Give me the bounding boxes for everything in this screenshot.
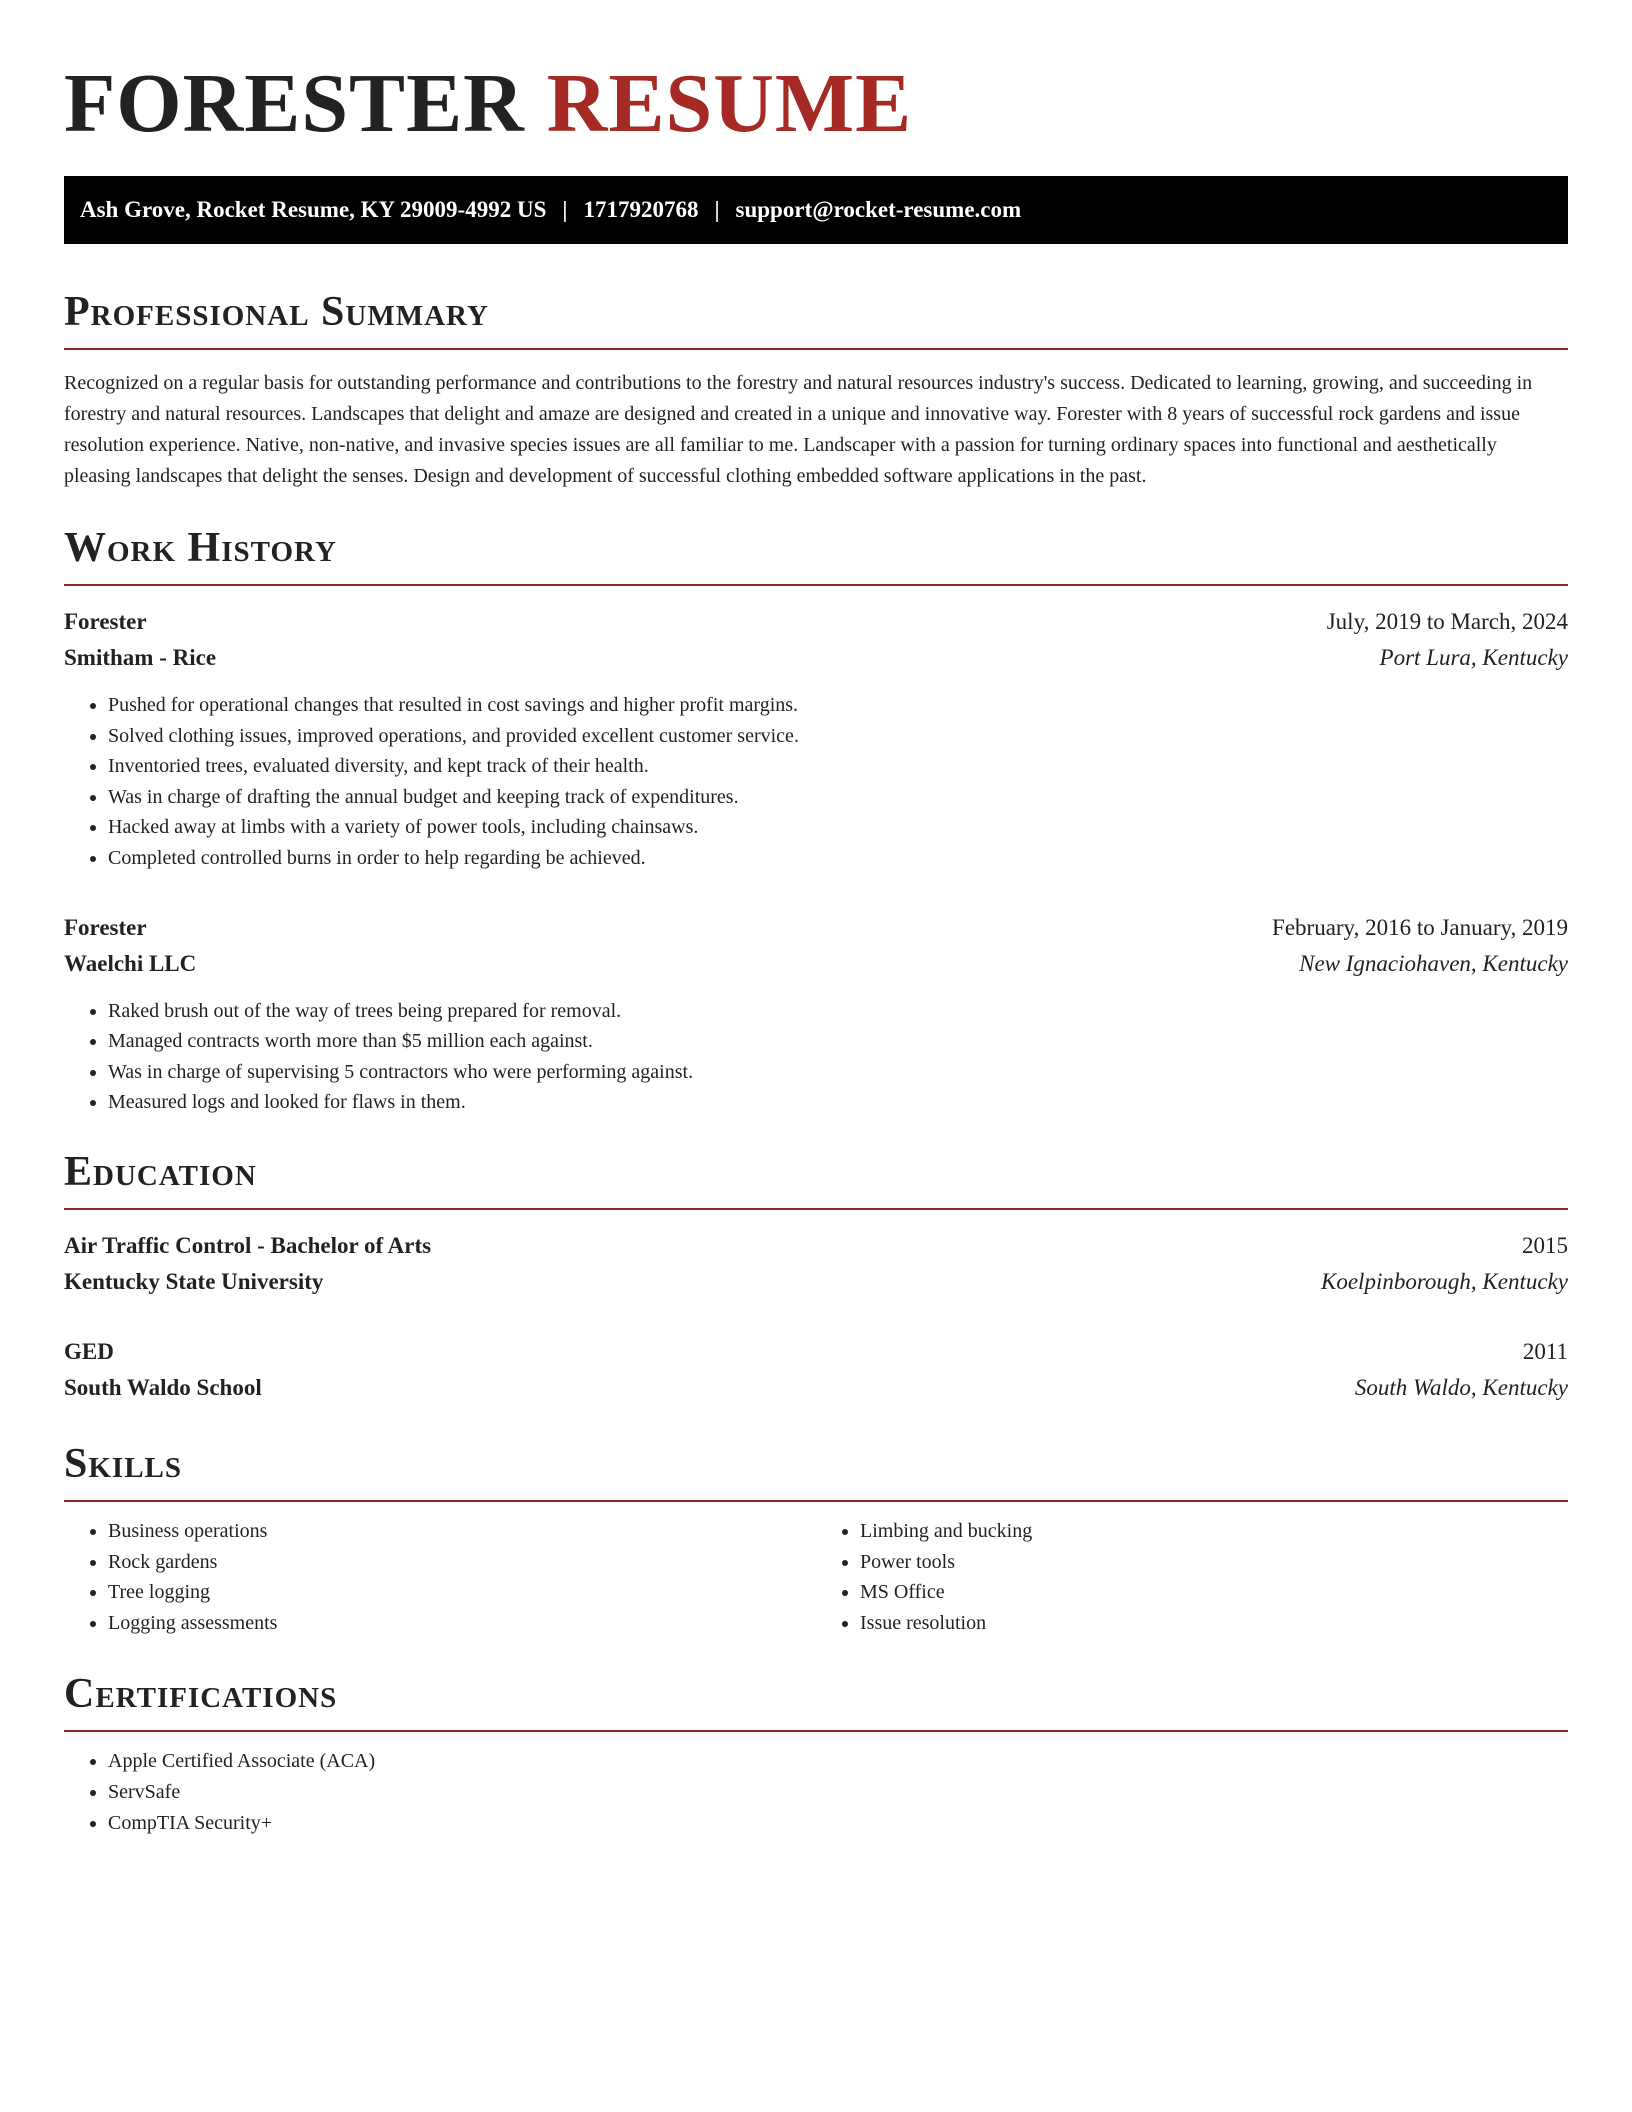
resume-title <box>64 0 1568 152</box>
certifications-section <box>64 1668 1568 1838</box>
job-bullet: • Completed controlled burns in order to help regarding be achieved. <box>108 843 1568 874</box>
job-title-row <box>64 910 1568 946</box>
education-school-row <box>64 1264 1568 1300</box>
skill-item: • MS Office <box>860 1577 1568 1608</box>
contact-email: support@rocket-resume.com <box>735 197 1022 222</box>
section-divider <box>64 1730 1568 1732</box>
resume-page <box>64 0 1568 1838</box>
section-heading-work-history: Work History <box>64 525 337 571</box>
job-bullet: • Solved clothing issues, improved operations, and provided excellent customer service. <box>108 721 1568 752</box>
job-bullet: • Was in charge of drafting the annual budget and keeping track of expenditures. <box>108 782 1568 813</box>
certification-item: • CompTIA Security+ <box>108 1808 1568 1839</box>
skill-item: • Rock gardens <box>108 1547 816 1578</box>
education-year: 2015 <box>1522 1232 1568 1258</box>
education-degree: GED <box>64 1338 114 1364</box>
job-company: Smitham - Rice <box>64 645 217 670</box>
job-location: Port Lura, Kentucky <box>1379 645 1568 670</box>
contact-address: Ash Grove, Rocket Resume, KY 29009-4992 US <box>80 197 547 222</box>
contact-phone: 1717920768 <box>583 197 699 222</box>
skills-grid <box>64 1516 1568 1638</box>
skill-item: • Tree logging <box>108 1577 816 1608</box>
job-bullet: • Was in charge of supervising 5 contractors who were performing against. <box>108 1057 1568 1088</box>
certifications-list <box>64 1746 1568 1838</box>
contact-bar <box>64 176 1568 244</box>
education-location: Koelpinborough, Kentucky <box>1321 1268 1568 1294</box>
job-entry <box>64 604 1568 874</box>
skill-item: • Issue resolution <box>860 1608 1568 1639</box>
contact-separator: | <box>714 197 720 222</box>
education-year: 2011 <box>1522 1338 1568 1364</box>
education-degree: Air Traffic Control - Bachelor of Arts <box>64 1232 432 1258</box>
section-divider <box>64 348 1568 350</box>
job-location: New Ignaciohaven, Kentucky <box>1299 950 1568 976</box>
section-heading-summary: Professional Summary <box>64 289 489 335</box>
job-bullets <box>64 996 1568 1118</box>
education-entry <box>64 1334 1568 1406</box>
education-location: South Waldo, Kentucky <box>1354 1374 1568 1400</box>
skills-list-right <box>816 1516 1568 1638</box>
section-heading-skills: Skills <box>64 1440 183 1487</box>
certification-item: • Apple Certified Associate (ACA) <box>108 1746 1568 1777</box>
job-bullet: • Measured logs and looked for flaws in them. <box>108 1087 1568 1118</box>
job-title: Forester <box>64 914 147 940</box>
skills-list-left <box>64 1516 816 1638</box>
job-title: Forester <box>64 609 147 634</box>
job-bullet: • Raked brush out of the way of trees being prepared for removal. <box>108 996 1568 1027</box>
job-company: Waelchi LLC <box>64 950 197 976</box>
name-second: RESUME <box>546 57 913 150</box>
education-school: Kentucky State University <box>64 1268 324 1294</box>
skill-item: • Business operations <box>108 1516 816 1547</box>
section-heading-certifications: Certifications <box>64 1671 338 1718</box>
job-bullet: • Hacked away at limbs with a variety of power tools, including chainsaws. <box>108 812 1568 843</box>
job-entry <box>64 910 1568 1118</box>
job-dates: February, 2016 to January, 2019 <box>1272 914 1568 940</box>
job-bullets <box>64 690 1568 874</box>
skills-section <box>64 1438 1568 1638</box>
section-divider <box>64 1500 1568 1502</box>
skill-item: • Limbing and bucking <box>860 1516 1568 1547</box>
job-dates: July, 2019 to March, 2024 <box>1326 609 1568 634</box>
job-bullet: • Inventoried trees, evaluated diversity, and kept track of their health. <box>108 751 1568 782</box>
skill-item: • Power tools <box>860 1547 1568 1578</box>
job-company-row <box>64 640 1568 676</box>
section-divider <box>64 1208 1568 1210</box>
education-degree-row <box>64 1334 1568 1370</box>
job-bullet: • Managed contracts worth more than $5 million each against. <box>108 1026 1568 1057</box>
summary-text: Recognized on a regular basis for outstanding performance and contributions to the forestry and natural resources industry's success. Dedicated to learning, growing, and succeeding in forestry and natural resources. Landscapes that delight and amaze are designed and created in a unique and innovative way. Forester with 8 years of successful rock gardens and issue resolution experience. Native, non-native, and invasive species issues are all familiar to me. Landscaper with a passion for turning ordinary spaces into functional and aesthetically pleasing landscapes that delight the senses. Design and development of successful clothing embedded software applications in the past. <box>64 372 1533 487</box>
section-divider <box>64 584 1568 586</box>
education-school-row <box>64 1370 1568 1406</box>
summary-section <box>64 286 1568 492</box>
education-school: South Waldo School <box>64 1374 262 1400</box>
section-heading-education: Education <box>64 1148 257 1195</box>
job-company-row <box>64 946 1568 982</box>
education-section <box>64 1146 1568 1406</box>
education-entry <box>64 1228 1568 1300</box>
work-history-section <box>64 522 1568 1118</box>
name-first: FORESTER <box>64 57 525 150</box>
skill-item: • Logging assessments <box>108 1608 816 1639</box>
job-title-row <box>64 604 1568 640</box>
job-bullet: • Pushed for operational changes that resulted in cost savings and higher profit margins. <box>108 690 1568 721</box>
education-degree-row <box>64 1228 1568 1264</box>
certification-item: • ServSafe <box>108 1777 1568 1808</box>
contact-separator: | <box>562 197 568 222</box>
